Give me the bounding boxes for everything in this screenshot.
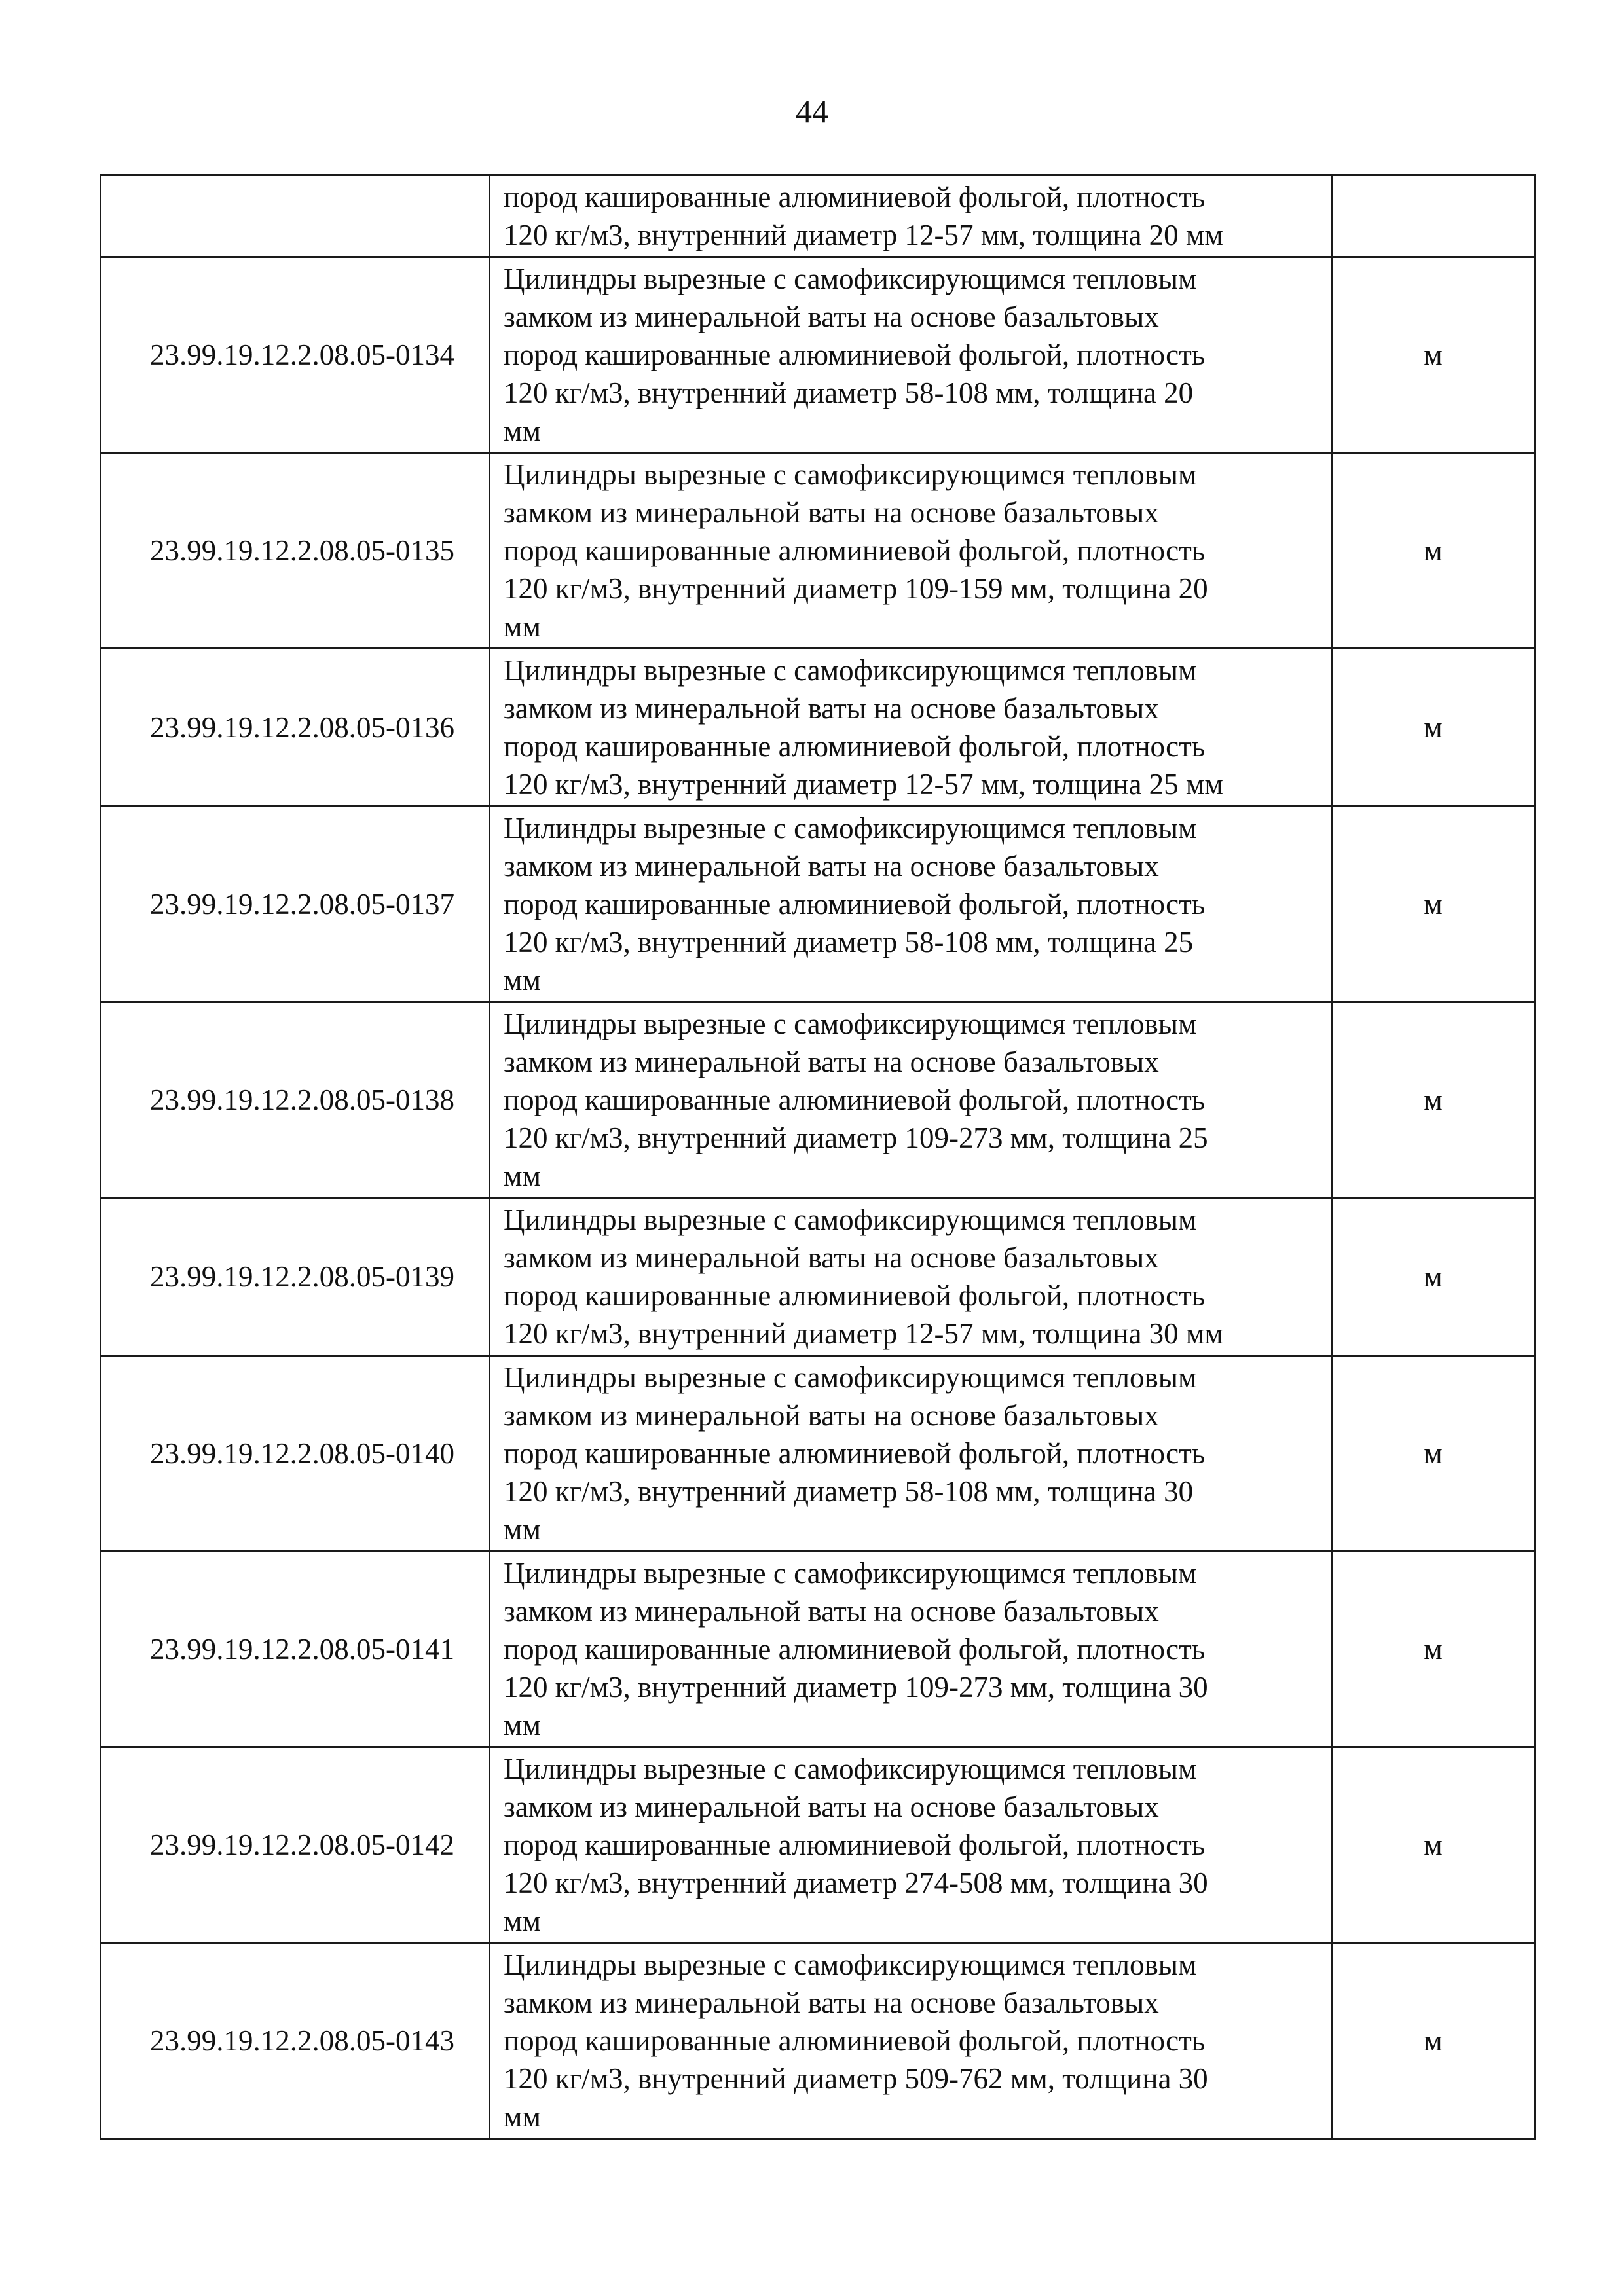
description-line: 120 кг/м3, внутренний диаметр 58-108 мм, толщина 20 — [504, 376, 1194, 409]
description-line: мм — [504, 1904, 541, 1937]
item-unit: м — [1332, 1552, 1535, 1747]
description-line: замком из минеральной ваты на основе базальтовых — [504, 1986, 1159, 2019]
description-line: пород кашированные алюминиевой фольгой, плотность — [504, 181, 1206, 213]
item-code: 23.99.19.12.2.08.05-0138 — [101, 1002, 490, 1198]
item-code — [101, 175, 490, 257]
description-line: пород кашированные алюминиевой фольгой, плотность — [504, 534, 1206, 567]
item-code: 23.99.19.12.2.08.05-0134 — [101, 257, 490, 453]
item-code: 23.99.19.12.2.08.05-0143 — [101, 1943, 490, 2139]
item-code: 23.99.19.12.2.08.05-0142 — [101, 1747, 490, 1943]
resource-code-table — [100, 174, 1536, 2140]
description-line: замком из минеральной ваты на основе базальтовых — [504, 496, 1159, 529]
description-line: замком из минеральной ваты на основе базальтовых — [504, 692, 1159, 725]
item-description — [490, 1552, 1332, 1747]
description-line: 120 кг/м3, внутренний диаметр 109-273 мм, толщина 25 — [504, 1121, 1208, 1154]
description-line: 120 кг/м3, внутренний диаметр 109-159 мм, толщина 20 — [504, 572, 1208, 605]
item-unit: м — [1332, 1198, 1535, 1356]
description-line: 120 кг/м3, внутренний диаметр 509-762 мм, толщина 30 — [504, 2062, 1208, 2095]
description-line: мм — [504, 610, 541, 643]
description-line: пород кашированные алюминиевой фольгой, плотность — [504, 1633, 1206, 1666]
description-line: замком из минеральной ваты на основе базальтовых — [504, 1791, 1159, 1823]
description-line: 120 кг/м3, внутренний диаметр 274-508 мм, толщина 30 — [504, 1867, 1208, 1899]
item-unit: м — [1332, 1356, 1535, 1552]
description-line: пород кашированные алюминиевой фольгой, плотность — [504, 338, 1206, 371]
description-line: 120 кг/м3, внутренний диаметр 12-57 мм, толщина 30 мм — [504, 1317, 1223, 1350]
description-line: Цилиндры вырезные с самофиксирующимся тепловым — [504, 1557, 1197, 1590]
item-unit: м — [1332, 1002, 1535, 1198]
item-description — [490, 175, 1332, 257]
table-row — [101, 453, 1535, 649]
item-description — [490, 1943, 1332, 2139]
description-line: мм — [504, 414, 541, 447]
description-line: пород кашированные алюминиевой фольгой, плотность — [504, 1829, 1206, 1861]
description-line: замком из минеральной ваты на основе базальтовых — [504, 1399, 1159, 1432]
description-line: Цилиндры вырезные с самофиксирующимся тепловым — [504, 1203, 1197, 1236]
table-row — [101, 1552, 1535, 1747]
description-line: Цилиндры вырезные с самофиксирующимся тепловым — [504, 1948, 1197, 1981]
description-line: Цилиндры вырезные с самофиксирующимся тепловым — [504, 458, 1197, 491]
table-row — [101, 1943, 1535, 2139]
item-code: 23.99.19.12.2.08.05-0137 — [101, 807, 490, 1002]
description-line: мм — [504, 1709, 541, 1741]
description-line: пород кашированные алюминиевой фольгой, плотность — [504, 888, 1206, 920]
item-unit: м — [1332, 453, 1535, 649]
description-line: Цилиндры вырезные с самофиксирующимся тепловым — [504, 1753, 1197, 1785]
item-description — [490, 649, 1332, 807]
item-code: 23.99.19.12.2.08.05-0141 — [101, 1552, 490, 1747]
item-unit — [1332, 175, 1535, 257]
description-line: 120 кг/м3, внутренний диаметр 12-57 мм, толщина 20 мм — [504, 219, 1223, 251]
description-line: Цилиндры вырезные с самофиксирующимся тепловым — [504, 654, 1197, 687]
item-description — [490, 453, 1332, 649]
item-unit: м — [1332, 1943, 1535, 2139]
table-row — [101, 1747, 1535, 1943]
table-row — [101, 257, 1535, 453]
description-line: 120 кг/м3, внутренний диаметр 109-273 мм, толщина 30 — [504, 1671, 1208, 1704]
description-line: мм — [504, 2100, 541, 2133]
description-line: пород кашированные алюминиевой фольгой, плотность — [504, 2024, 1206, 2057]
item-description — [490, 1198, 1332, 1356]
description-line: замком из минеральной ваты на основе базальтовых — [504, 1241, 1159, 1274]
item-code: 23.99.19.12.2.08.05-0136 — [101, 649, 490, 807]
description-line: 120 кг/м3, внутренний диаметр 12-57 мм, толщина 25 мм — [504, 768, 1223, 801]
description-line: мм — [504, 1513, 541, 1546]
description-line: пород кашированные алюминиевой фольгой, плотность — [504, 730, 1206, 763]
page-number: 44 — [796, 93, 828, 130]
table-row — [101, 1198, 1535, 1356]
item-code: 23.99.19.12.2.08.05-0140 — [101, 1356, 490, 1552]
description-line: замком из минеральной ваты на основе базальтовых — [504, 850, 1159, 883]
item-description — [490, 1747, 1332, 1943]
table-row — [101, 1356, 1535, 1552]
description-line: замком из минеральной ваты на основе базальтовых — [504, 301, 1159, 333]
description-line: пород кашированные алюминиевой фольгой, плотность — [504, 1279, 1206, 1312]
description-line: 120 кг/м3, внутренний диаметр 58-108 мм, толщина 25 — [504, 926, 1194, 958]
item-code: 23.99.19.12.2.08.05-0139 — [101, 1198, 490, 1356]
description-line: мм — [504, 964, 541, 996]
item-code: 23.99.19.12.2.08.05-0135 — [101, 453, 490, 649]
item-unit: м — [1332, 1747, 1535, 1943]
item-description — [490, 1002, 1332, 1198]
description-line: мм — [504, 1159, 541, 1192]
description-line: замком из минеральной ваты на основе базальтовых — [504, 1595, 1159, 1628]
item-description — [490, 807, 1332, 1002]
table-row — [101, 649, 1535, 807]
description-line: Цилиндры вырезные с самофиксирующимся тепловым — [504, 263, 1197, 295]
table-row — [101, 807, 1535, 1002]
description-line: пород кашированные алюминиевой фольгой, плотность — [504, 1084, 1206, 1116]
item-unit: м — [1332, 257, 1535, 453]
description-line: замком из минеральной ваты на основе базальтовых — [504, 1046, 1159, 1078]
description-line: Цилиндры вырезные с самофиксирующимся тепловым — [504, 1361, 1197, 1394]
item-unit: м — [1332, 649, 1535, 807]
description-line: 120 кг/м3, внутренний диаметр 58-108 мм, толщина 30 — [504, 1475, 1194, 1508]
description-line: пород кашированные алюминиевой фольгой, плотность — [504, 1437, 1206, 1470]
table-row — [101, 175, 1535, 257]
description-line: Цилиндры вырезные с самофиксирующимся тепловым — [504, 812, 1197, 845]
item-description — [490, 257, 1332, 453]
item-description — [490, 1356, 1332, 1552]
item-unit: м — [1332, 807, 1535, 1002]
table-body — [101, 175, 1535, 2139]
description-line: Цилиндры вырезные с самофиксирующимся тепловым — [504, 1008, 1197, 1040]
table-row — [101, 1002, 1535, 1198]
